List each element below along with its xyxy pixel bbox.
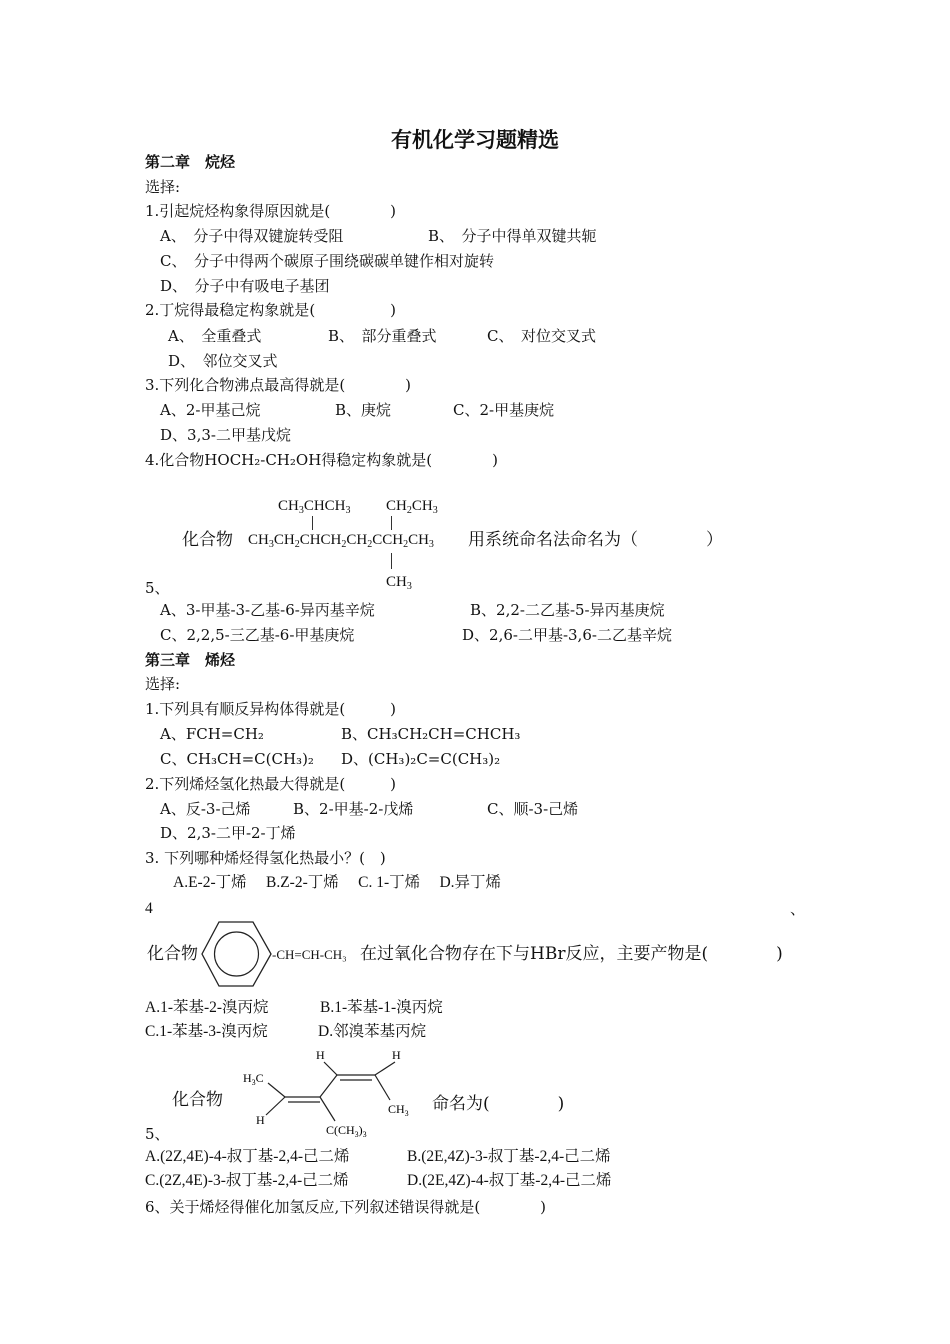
ch3-q4-tail: 、	[790, 900, 806, 918]
select-label: 选择:	[145, 675, 181, 693]
ch2-q5-prefix: 化合物	[182, 530, 233, 550]
ch3-q1-option-c: C、CH₃CH=C(CH₃)₂	[160, 750, 314, 768]
ch2-q1-stem: 1.引起烷烃构象得原因就是( )	[145, 202, 397, 220]
ch3-q4-prefix: 化合物	[147, 944, 198, 964]
methyl-branch: $CH_3$	[386, 574, 412, 592]
svg-text:H: H	[392, 1048, 401, 1062]
svg-text:H3C: $H_3C$	[243, 1071, 264, 1087]
ch2-q5-option-c: C、2,2,5-三乙基-6-甲基庚烷	[160, 626, 355, 644]
ch3-q2-stem: 2.下列烯烃氢化热最大得就是( )	[145, 775, 397, 793]
ch3-q4-suffix: 在过氧化合物存在下与HBr反应，主要产物是( )	[360, 944, 783, 964]
svg-text:C(CH3)3: $C(CH_3)_3$	[326, 1123, 367, 1139]
ch3-q5-option-c: C.(2Z,4E)-3-叔丁基-2,4-己二烯	[145, 1172, 349, 1189]
ch3-q4-number: 4	[145, 900, 153, 917]
benzene-ring-icon	[201, 919, 281, 989]
ch2-q2-option-b: B、 部分重叠式	[328, 327, 437, 345]
ch3-q3-stem: 3. 下列哪种烯烃得氢化热最小？( )	[145, 849, 386, 867]
ch2-q3-option-b: B、庚烷	[335, 401, 392, 419]
ch3-q4-option-a: A.1-苯基-2-溴丙烷	[145, 999, 269, 1016]
ch2-q3-option-d: D、3,3-二甲基戊烷	[160, 426, 291, 444]
ch2-q5-option-d: D、2,6-二甲基-3,6-二乙基辛烷	[462, 626, 672, 644]
ch3-q6-stem: 6、关于烯烃得催化加氢反应,下列叙述错误得就是( )	[145, 1198, 547, 1216]
ch2-q5-number: 5、	[145, 579, 170, 597]
ch3-q4-option-d: D.邻溴苯基丙烷	[318, 1023, 427, 1040]
svg-text:H: H	[316, 1048, 325, 1062]
ch2-q1-option-b: B、 分子中得单双键共轭	[428, 227, 597, 245]
propenyl-side-chain: -CH=CH-CH₃	[272, 947, 347, 962]
ch2-q2-stem: 2.丁烷得最稳定构象就是( )	[145, 301, 397, 319]
ch3-q4-option-c: C.1-苯基-3-溴丙烷	[145, 1023, 268, 1040]
bond-line	[391, 516, 392, 530]
ch2-q3-stem: 3.下列化合物沸点最高得就是( )	[145, 376, 412, 394]
chapter-3-heading: 第三章 烯烃	[145, 651, 236, 669]
ch3-q2-option-d: D、2,3-二甲-2-丁烯	[160, 824, 296, 842]
svg-text:CH3: $CH_3$	[388, 1102, 409, 1118]
ch3-q3-options: A.E-2-丁烯 B.Z-2-丁烯 C. 1-丁烯 D.异丁烯	[173, 874, 502, 891]
ch2-q2-option-a: A、 全重叠式	[168, 327, 262, 345]
ch3-q1-option-a: A、FCH=CH₂	[160, 725, 264, 743]
ch3-q2-option-b: B、2-甲基-2-戊烯	[293, 800, 414, 818]
ch3-q5-option-a: A.(2Z,4E)-4-叔丁基-2,4-己二烯	[145, 1148, 350, 1165]
ch2-q5-option-a: A、3-甲基-3-乙基-6-异丙基辛烷	[160, 601, 375, 619]
svg-text:H: H	[256, 1113, 265, 1127]
ch3-q5-option-b: B.(2E,4Z)-3-叔丁基-2,4-己二烯	[407, 1148, 611, 1165]
ch3-q5-number: 5、	[145, 1125, 170, 1143]
page-title: 有机化学习题精选	[391, 128, 559, 152]
ch2-q2-option-d: D、 邻位交叉式	[168, 352, 278, 370]
ch2-q4-stem: 4.化合物HOCH₂-CH₂OH得稳定构象就是( )	[145, 451, 498, 469]
isopropyl-branch: $CH_3CHCH_3$	[278, 498, 351, 516]
ch3-q1-option-b: B、CH₃CH₂CH=CHCH₃	[341, 725, 521, 743]
ch2-q1-option-d: D、 分子中有吸电子基团	[160, 277, 330, 295]
main-chain: $CH_3CH_2CHCH_2CH_2CCH_2CH_3$	[248, 532, 434, 550]
bond-line	[391, 553, 392, 569]
ch3-q1-option-d: D、(CH₃)₂C=C(CH₃)₂	[341, 750, 501, 768]
ch3-q1-stem: 1.下列具有顺反异构体得就是( )	[145, 700, 397, 718]
ch3-q4-option-b: B.1-苯基-1-溴丙烷	[320, 999, 443, 1016]
ch2-q3-option-c: C、2-甲基庚烷	[453, 401, 555, 419]
ch2-q3-option-a: A、2-甲基己烷	[160, 401, 261, 419]
ch2-q2-option-c: C、 对位交叉式	[487, 327, 596, 345]
ch3-q5-prefix: 化合物	[172, 1090, 223, 1110]
ch2-q5-suffix: 用系统命名法命名为（ ）	[468, 530, 723, 550]
select-label: 选择:	[145, 178, 181, 196]
ch3-q2-option-c: C、顺-3-己烯	[487, 800, 579, 818]
ch2-q5-option-b: B、2,2-二乙基-5-异丙基庚烷	[470, 601, 665, 619]
ethyl-branch: $CH_2CH_3$	[386, 498, 438, 516]
bond-line	[312, 516, 313, 530]
ch3-q2-option-a: A、反-3-己烯	[160, 800, 251, 818]
ch3-q5-suffix: 命名为( )	[432, 1094, 565, 1114]
ch3-q5-option-d: D.(2E,4Z)-4-叔丁基-2,4-己二烯	[407, 1172, 612, 1189]
chapter-2-heading: 第二章 烷烃	[145, 153, 236, 171]
ch2-q1-option-a: A、 分子中得双键旋转受阻	[160, 227, 344, 245]
diene-structure	[240, 1045, 420, 1139]
ch2-q1-option-c: C、 分子中得两个碳原子围绕碳碳单键作相对旋转	[160, 252, 494, 270]
